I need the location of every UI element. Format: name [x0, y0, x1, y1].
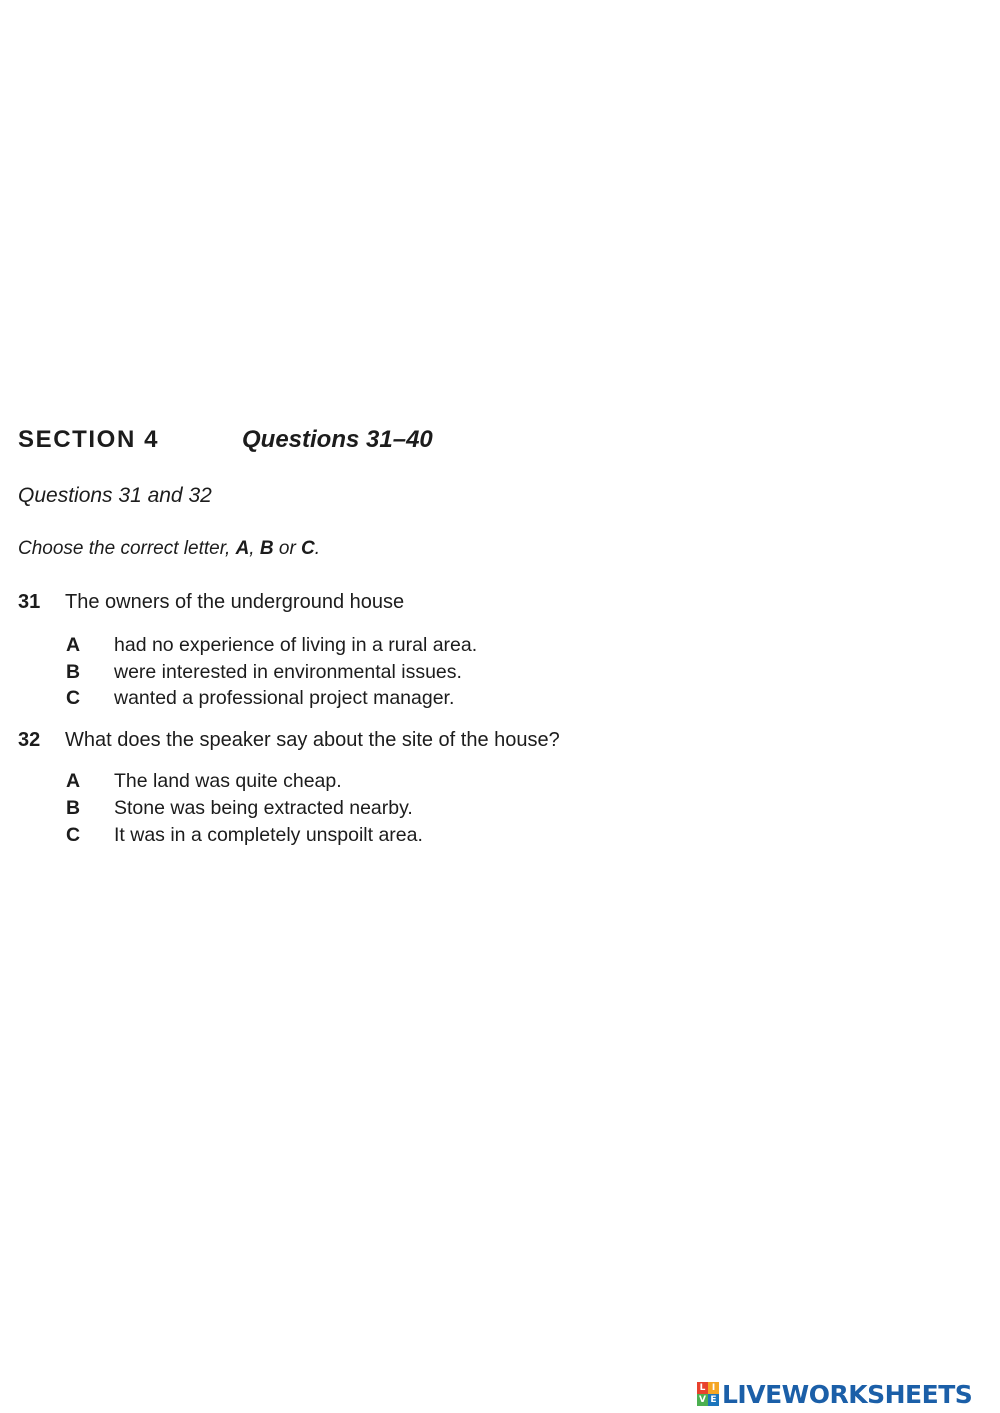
instruction-suffix: . [314, 538, 321, 559]
question-group-heading: Questions 31 and 32 [18, 484, 212, 507]
option-letter: C [66, 824, 81, 846]
option-text: had no experience of living in a rural area. [114, 634, 478, 656]
question-32-option-a[interactable] [66, 770, 342, 793]
question-31-option-c[interactable] [66, 687, 454, 710]
logo-mark-tile: V [697, 1394, 708, 1406]
question-31 [18, 591, 404, 614]
option-letter: C [66, 687, 81, 709]
option-text: It was in a completely unspoilt area. [114, 824, 423, 846]
logo-mark-tile: L [697, 1382, 708, 1394]
liveworksheets-mark-icon [697, 1382, 719, 1406]
question-number: 32 [18, 729, 41, 751]
section-question-range: Questions 31–40 [242, 426, 433, 453]
liveworksheets-logo [697, 1380, 972, 1408]
instruction-prefix: Choose the correct letter, [18, 538, 236, 559]
instruction-or: or [273, 538, 302, 559]
question-31-option-b[interactable] [66, 661, 462, 684]
option-text: wanted a professional project manager. [114, 687, 455, 709]
option-text: were interested in environmental issues. [114, 661, 462, 683]
question-31-option-a[interactable] [66, 634, 477, 657]
question-32-option-b[interactable] [66, 797, 413, 820]
logo-mark-tile: E [708, 1394, 719, 1406]
instruction-letter-b: B [259, 538, 274, 559]
instruction-letter-a: A [235, 538, 250, 559]
instruction-separator: , [249, 538, 260, 559]
option-letter: B [66, 797, 81, 819]
instruction-letter-c: C [301, 538, 315, 559]
section-title: SECTION 4 [18, 426, 160, 453]
option-text: The land was quite cheap. [114, 770, 342, 792]
section-heading [18, 426, 433, 454]
option-letter: A [66, 634, 81, 656]
liveworksheets-wordmark: LIVEWORKSHEETS [722, 1379, 973, 1409]
question-32-option-c[interactable] [66, 824, 423, 847]
question-stem: What does the speaker say about the site of the house? [65, 729, 560, 751]
option-letter: B [66, 661, 81, 683]
question-number: 31 [18, 591, 41, 613]
option-text: Stone was being extracted nearby. [114, 797, 413, 819]
option-letter: A [66, 770, 81, 792]
question-32 [18, 729, 560, 752]
question-stem: The owners of the underground house [65, 591, 405, 613]
instruction-text [18, 538, 320, 560]
logo-mark-tile: I [708, 1382, 719, 1394]
